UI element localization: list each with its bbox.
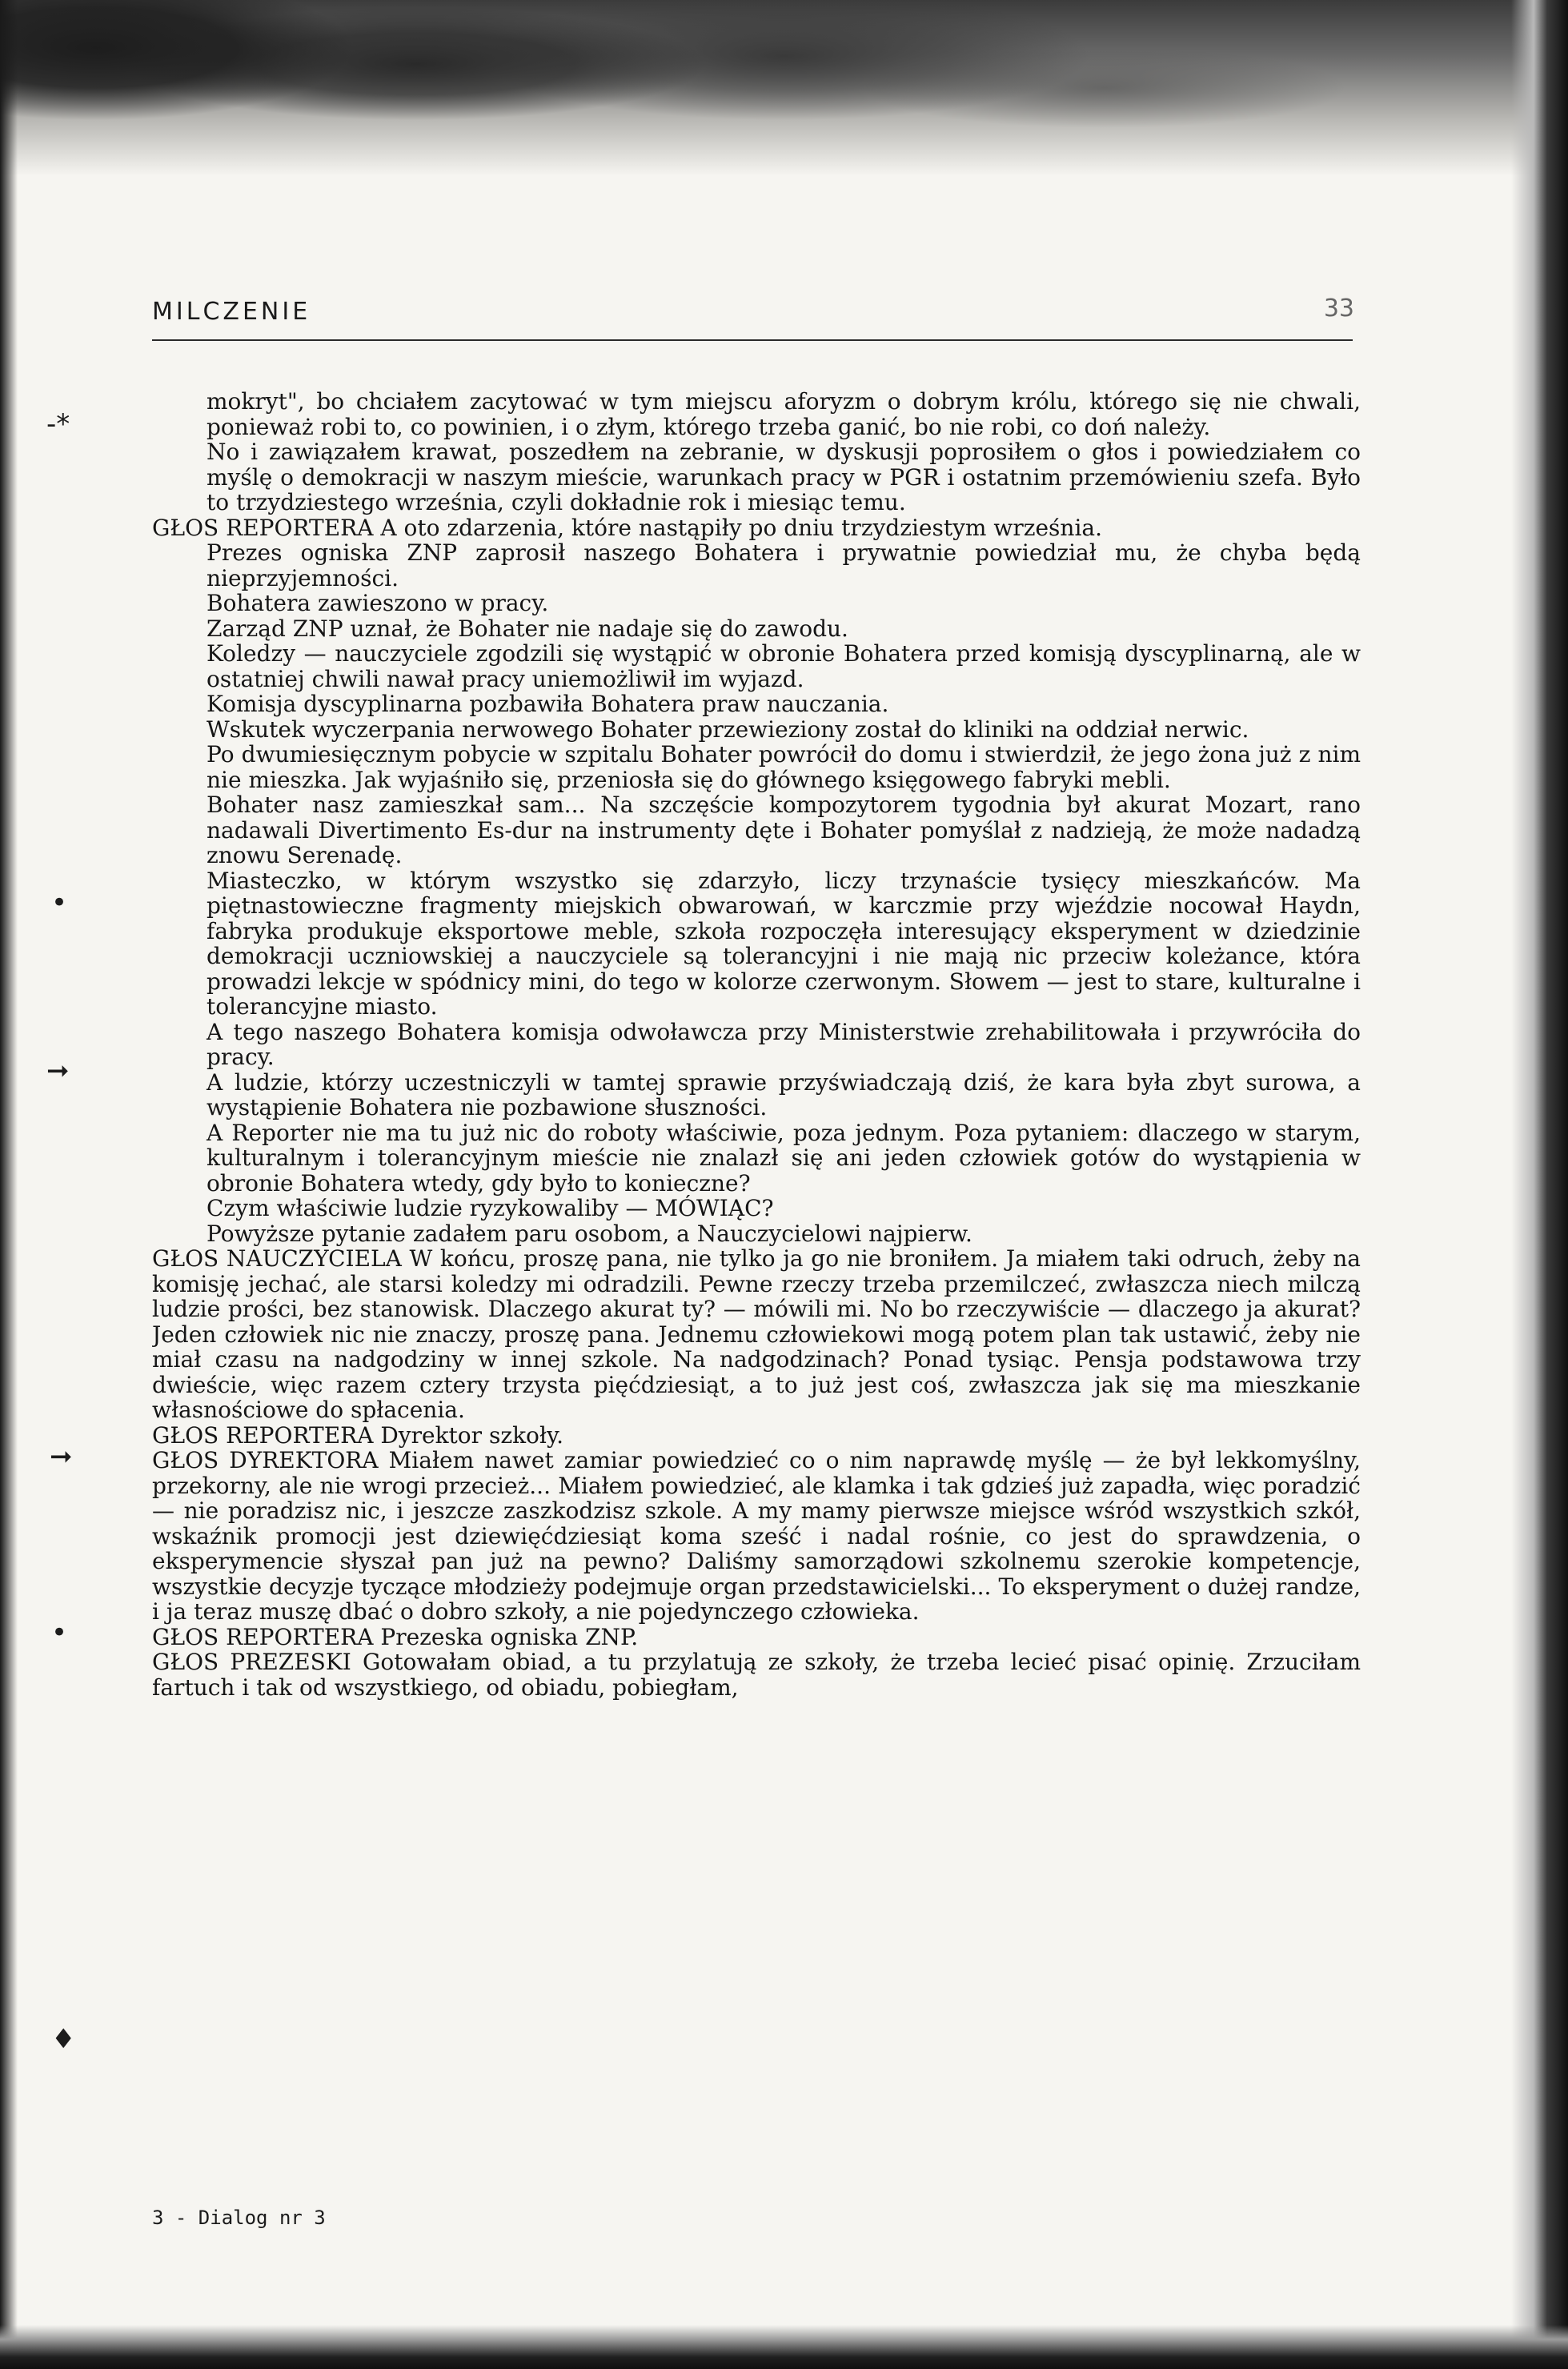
scan-shadow-left [0,0,18,2369]
margin-speck: • [51,887,68,919]
body-paragraph: Miasteczko, w którym wszystko się zdarzyło, liczy trzynaście tysięcy mieszkańców. Ma piętnastowieczne fragmenty miejskich obwarowań, w karczmie przy wjeździe nocował Haydn, fabryka produkuje eksportowe meble, szkoła rozpoczęła interesujący eksperyment w dziedzinie demokracji uczniowskiej a nauczyciele są tolerancyjni i nie mają nic przeciw koleżance, która prowadzi lekcje w spódnicy mini, do tego w kolorze czerwonym. Słowem — jest to stare, kulturalne i tolerancyjne miasto. [207,867,1361,1020]
body-paragraph: A ludzie, którzy uczestniczyli w tamtej sprawie przyświadczają dziś, że kara była zbyt surowa, a wystąpienie Bohatera nie pozbawione słuszności. [207,1068,1361,1120]
speaker-paragraph: GŁOS REPORTERA Prezeska ogniska ZNP. [152,1623,639,1650]
margin-speck: ♦ [51,2023,76,2055]
speaker-paragraph: GŁOS NAUCZYCIELA W końcu, proszę pana, nie tylko ja go nie broniłem. Ja miałem taki odruch, żeby na komisję jechać, ale starsi koledzy mi odradzili. Pewne rzeczy trzeba przemilczeć, zwłaszcza niech milczą ludzie prości, bez stanowisk. Dlaczego akurat ty? — mówili mi. No bo rzeczywiście — dlaczego ja akurat? Jeden człowiek nic nie znaczy, proszę pana. Jednemu człowiekowi mogą potem plan tak ustawić, żeby nie miał czasu na nadgodziny w innej szkole. Na nadgodzinach? Ponad tysiąc. Pensja podstawowa trzy dwieście, więc razem cztery trzysta pięćdziesiąt, a to już jest coś, zwłaszcza jak się ma mieszkanie własnościowe do spłacenia. [152,1245,1361,1423]
body-paragraph: A Reporter nie ma tu już nic do roboty właściwie, poza jednym. Poza pytaniem: dlaczego w starym, kulturalnym i tolerancyjnym mieście nie znalazł się ani jeden człowiek gotów do wystąpienia w obronie Bohatera wtedy, gdy było to konieczne? [207,1119,1361,1197]
body-paragraph: Prezes ogniska ZNP zaprosił naszego Bohatera i prywatnie powiedział mu, że chyba będą nieprzyjemności. [207,539,1361,591]
body-paragraph: mokryt", bo chciałem zacytować w tym miejscu aforyzm o dobrym królu, którego się nie chwali, ponieważ robi to, co powinien, i o złym, którego trzeba ganić, bo nie robi, co doń należy. [207,389,1361,440]
scan-shadow-top [0,0,1568,176]
body-paragraph: No i zawiązałem krawat, poszedłem na zebranie, w dyskusji poprosiłem o głos i powiedziałem co myślę o demokracji w naszym mieście, warunkach pracy w PGR i ostatnim przemówieniu szefa. Było to trzydziestego września, czyli dokładnie rok i miesiąc temu. [207,439,1361,515]
speaker-paragraph: GŁOS REPORTERA Dyrektor szkoły. [152,1421,563,1449]
page-number: 33 [1323,295,1354,323]
body-paragraph: Zarząd ZNP uznał, że Bohater nie nadaje się do zawodu. [207,615,848,642]
body-paragraph: Komisja dyscyplinarna pozbawiła Bohatera praw nauczania. [207,691,889,717]
body-paragraph: Powyższe pytanie zadałem paru osobom, a Nauczycielowi najpierw. [207,1220,972,1247]
header-rule [152,339,1353,341]
scan-shadow-bottom [0,2325,1568,2369]
body-paragraph: Bohater nasz zamieszkał sam... Na szczęście kompozytorem tygodnia był akurat Mozart, rano nadawali Divertimento Es-dur na instrumenty dęte i Bohater pomyślał z nadzieją, że może nadadzą znowu Serenadę. [207,792,1361,868]
speaker-paragraph: GŁOS PREZESKI Gotowałam obiad, a tu przylatują ze szkoły, że trzeba lecieć pisać opinię. Zrzuciłam fartuch i tak od wszystkiego, od obiadu, pobiegłam, [152,1649,1361,1701]
body-paragraph: Wskutek wyczerpania nerwowego Bohater przewieziony został do kliniki na oddział nerwic. [207,716,1249,743]
footer-signature: 3 - Dialog nr 3 [152,2207,326,2229]
margin-speck: • [51,1617,68,1649]
body-paragraph: Bohatera zawieszono w pracy. [207,590,549,616]
body-paragraph: Koledzy — nauczyciele zgodzili się wystąpić w obronie Bohatera przed komisją dyscyplinarną, ale w ostatniej chwili nawał pracy uniemożliwił im wyjazd. [207,640,1361,692]
body-paragraph: Czym właściwie ludzie ryzykowaliby — MÓWIĄC? [207,1195,774,1221]
speaker-paragraph: GŁOS DYREKTORA Miałem nawet zamiar powiedzieć co o nim naprawdę myślę — że był lekkomyślny, przekorny, ale nie wrogi przecież... Miałem powiedzieć, ale klamka i tak gdzieś już zapadła, więc poradzić — nie poradzisz nic, i jeszcze zaszkodzisz szkole. A my mamy pierwsze miejsce wśród wszystkich szkół, wskaźnik promocji jest dziewięćdziesiąt koma sześć i nadal rośnie, co jest do sprawdzenia, o eksperymencie słyszał pan już na pewno? Daliśmy samorządowi szkolnemu szerokie kompetencje, wszystkie decyzje tyczące młodzieży podejmuje organ przedstawicielski... To eksperyment o dużej randze, i ja teraz muszę dbać o dobro szkoły, a nie pojedynczego człowieka. [152,1447,1361,1625]
body-paragraph: A tego naszego Bohatera komisja odwoławcza przy Ministerstwie zrehabilitowała i przywróciła do pracy. [207,1018,1361,1070]
body-paragraph: Po dwumiesięcznym pobycie w szpitalu Bohater powrócił do domu i stwierdził, że jego żona już z nim nie mieszka. Jak wyjaśniło się, przeniosła się do głównego księgowego fabryki mebli. [207,741,1361,793]
running-head-title: MILCZENIE [152,298,311,326]
margin-speck: ➞ [50,1441,73,1473]
speaker-paragraph: GŁOS REPORTERA A oto zdarzenia, które nastąpiły po dniu trzydziestym września. [152,514,1103,541]
margin-speck: -* [46,408,70,440]
margin-speck: ➞ [46,1055,70,1087]
article-body [152,389,1361,2166]
scan-shadow-right [1511,0,1568,2369]
